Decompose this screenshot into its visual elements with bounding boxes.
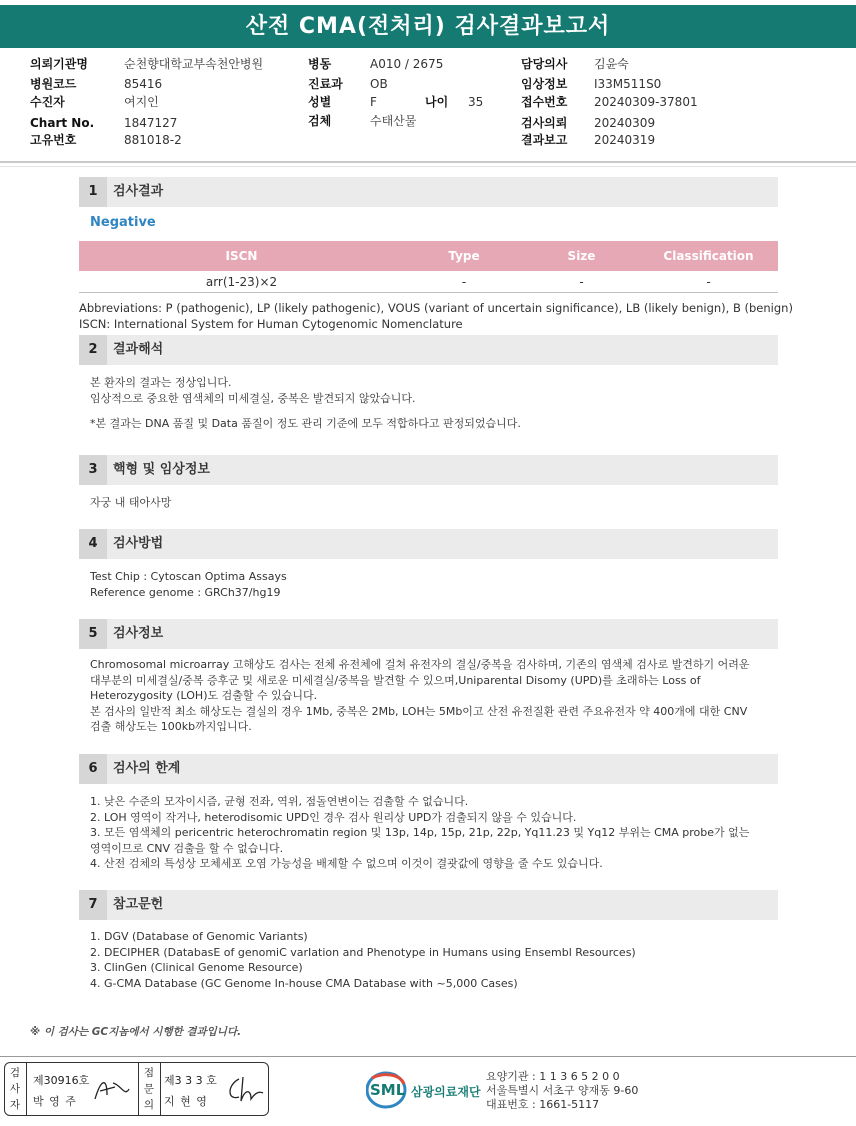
text-line: 검출 해상도는 100kb까지입니다. <box>90 720 252 733</box>
table-cell: - <box>579 275 584 289</box>
interpretation-text <box>90 375 521 432</box>
header-label: 병원코드 <box>30 77 77 91</box>
text-line: Heterozygosity (LOH)도 검출할 수 있습니다. <box>90 689 318 702</box>
address-line: 대표번호 : 1661-5117 <box>486 1098 600 1111</box>
header-label: 수진자 <box>30 95 65 109</box>
header-label: 담당의사 <box>521 57 568 71</box>
section-title: 검사정보 <box>113 626 164 641</box>
table-cell: - <box>706 275 711 289</box>
text-line: 임상적으로 중요한 염색체의 미세결실, 중복은 발견되지 않았습니다. <box>90 391 416 405</box>
header-value: 20240309-37801 <box>594 95 698 109</box>
section-number: 6 <box>79 754 107 784</box>
section-number: 5 <box>79 619 107 649</box>
method-text <box>90 569 287 600</box>
section-header-limits <box>79 754 778 784</box>
section-number: 7 <box>79 890 107 920</box>
header-value: 김윤숙 <box>594 57 629 71</box>
header-value: A010 / 2675 <box>370 57 444 71</box>
report-title: 산전 CMA(전처리) 검사결과보고서 <box>0 5 856 48</box>
references-text <box>90 929 636 991</box>
text-line: 본 환자의 결과는 정상입니다. <box>90 376 232 389</box>
header-value: OB <box>370 77 388 91</box>
section-number: 4 <box>79 529 107 559</box>
header-value: 20240319 <box>594 133 656 147</box>
header-label: 임상정보 <box>521 77 568 91</box>
section-title: 검사결과 <box>113 184 164 199</box>
address-line: 요양기관 : 1 1 3 6 5 2 0 0 <box>486 1070 620 1083</box>
header-value: 20240309 <box>594 116 656 130</box>
text-line: 대부분의 미세결실/중복 증후군 및 새로운 미세결실/중복을 발견할 수 있으며,Uniparental Disomy (UPD)를 초래하는 Loss of <box>90 673 701 687</box>
lab-note: ※ 이 검사는 GC지놈에서 시행한 결과입니다. <box>30 1026 242 1038</box>
text-line: 3. 모든 염색체의 pericentric heterochromatin region 및 13p, 14p, 15p, 21p, 22p, Yq11.23 및 Yq12 부위는 CMA probe가 없는 <box>90 826 750 839</box>
label-char: 사 <box>9 1083 21 1095</box>
reference-item: 3. ClinGen (Clinical Genome Resource) <box>90 961 303 974</box>
abbreviation-line: Abbreviations: P (pathogenic), LP (likely pathogenic), VOUS (variant of uncertain significance), LB (likely benign), B (benign) <box>79 301 793 315</box>
examiner-label <box>7 1063 23 1115</box>
section-header-result <box>79 177 778 207</box>
header-value: 35 <box>468 95 484 109</box>
header-label: 성별 <box>308 95 332 109</box>
table-cell: - <box>461 275 467 289</box>
section-header-method <box>79 529 778 559</box>
info-text <box>90 657 749 735</box>
text-line: Test Chip : Cytoscan Optima Assays <box>90 570 287 583</box>
label-char: 문 <box>143 1083 155 1095</box>
abbreviation-line: ISCN: International System for Human Cytogenomic Nomenclature <box>79 317 463 331</box>
label-char: 검 <box>9 1067 21 1079</box>
examiner-signature <box>91 1075 131 1105</box>
header-label: 접수번호 <box>521 95 568 109</box>
section-title: 검사의 한계 <box>113 761 181 776</box>
result-status: Negative <box>90 215 156 230</box>
abbreviations <box>79 300 793 332</box>
label-char: 자 <box>9 1099 21 1111</box>
limits-text <box>90 794 749 872</box>
section-header-interpretation <box>79 335 778 365</box>
logo-text: SML <box>370 1081 406 1099</box>
table-cell: arr(1-23)×2 <box>205 275 278 289</box>
org-address <box>486 1070 638 1112</box>
section-header-references <box>79 890 778 920</box>
section-title: 검사방법 <box>113 536 164 551</box>
section-header-info <box>79 619 778 649</box>
column-header: ISCN <box>225 249 258 263</box>
reference-item: 4. G-CMA Database (GC Genome In-house CMA Database with ~5,000 Cases) <box>90 976 518 990</box>
org-name: 삼광의료재단 <box>411 1085 481 1099</box>
label-char: 의 <box>143 1099 155 1111</box>
karyotype-text: 자궁 내 태아사망 <box>90 496 172 509</box>
examiner-id: 제30916호 <box>33 1074 90 1087</box>
header-value: 여지인 <box>124 95 159 109</box>
header-label: 진료과 <box>308 77 343 91</box>
header-label: 결과보고 <box>521 133 568 147</box>
header-value: F <box>370 95 377 109</box>
text-line: 본 검사의 일반적 최소 해상도는 결실의 경우 1Mb, 중복은 2Mb, LOH는 5Mb이고 산전 유전질환 관련 주요유전자 약 400개에 대한 CNV <box>90 704 748 718</box>
approver-signature <box>223 1073 265 1105</box>
sml-logo <box>366 1070 482 1114</box>
approver-label <box>141 1063 157 1115</box>
text-line: 2. LOH 영역이 작거나, heterodisomic UPD인 경우 검사 원리상 UPD가 검출되지 않을 수 있습니다. <box>90 810 577 824</box>
text-line: 4. 산전 검체의 특성상 모체세포 오염 가능성을 배제할 수 없으며 이것이 결괏값에 영향을 줄 수도 있습니다. <box>90 857 603 870</box>
header-value: I33M511S0 <box>594 77 662 91</box>
section-title: 참고문헌 <box>113 897 164 912</box>
divider <box>160 1063 161 1115</box>
section-header-karyotype <box>79 455 778 485</box>
divider <box>138 1063 139 1115</box>
divider <box>26 1063 27 1115</box>
header-divider <box>0 161 856 163</box>
section-number: 1 <box>79 177 107 207</box>
label-char: 점 <box>143 1067 155 1079</box>
approver-id: 제3 3 3 호 <box>164 1074 217 1087</box>
examiner-name: 박 영 주 <box>33 1095 77 1108</box>
header-value: 순천향대학교부속천안병원 <box>124 57 264 71</box>
header-label: 검사의뢰 <box>521 116 568 130</box>
section-title: 결과해석 <box>113 342 164 357</box>
text-line: *본 결과는 DNA 품질 및 Data 품질이 정도 관리 기준에 모두 적합하다고 판정되었습니다. <box>90 417 521 430</box>
table-row <box>79 271 778 293</box>
header-divider <box>0 166 856 167</box>
column-header: Size <box>567 249 596 263</box>
text-line: 영역이므로 CNV 검출을 할 수 없습니다. <box>90 841 284 855</box>
header-label: 나이 <box>425 95 449 109</box>
reference-item: 1. DGV (Database of Genomic Variants) <box>90 930 308 943</box>
header-value: 85416 <box>124 77 163 91</box>
text-line: Reference genome : GRCh37/hg19 <box>90 585 281 599</box>
header-label: 병동 <box>308 57 332 71</box>
header-value: 수태산물 <box>370 114 417 128</box>
header-value: 881018-2 <box>124 133 182 147</box>
column-header: Type <box>448 249 480 263</box>
header-label: 의뢰기관명 <box>30 57 88 71</box>
signature-box <box>4 1062 269 1116</box>
address-line: 서울특별시 서초구 양재동 9-60 <box>486 1084 639 1097</box>
column-header: Classification <box>663 249 754 263</box>
text-line: 1. 낮은 수준의 모자이시즘, 균형 전좌, 역위, 점돌연변이는 검출할 수 없습니다. <box>90 795 469 808</box>
text-line: Chromosomal microarray 고해상도 검사는 전체 유전체에 걸쳐 유전자의 결실/중복을 검사하며, 기존의 염색체 검사로 발견하기 어려운 <box>90 658 750 671</box>
approver-name: 지 현 영 <box>164 1095 208 1108</box>
header-value: 1847127 <box>124 116 178 130</box>
section-title: 핵형 및 임상정보 <box>113 462 210 477</box>
section-number: 3 <box>79 455 107 485</box>
section-number: 2 <box>79 335 107 365</box>
header-label: 고유번호 <box>30 133 77 147</box>
reference-item: 2. DECIPHER (DatabasE of genomiC varIation and Phenotype in Humans using Ensembl Resources) <box>90 945 636 959</box>
footer-divider <box>0 1056 856 1057</box>
header-label: 검체 <box>308 114 332 128</box>
header-label: Chart No. <box>30 116 95 130</box>
result-table-header <box>79 241 778 271</box>
